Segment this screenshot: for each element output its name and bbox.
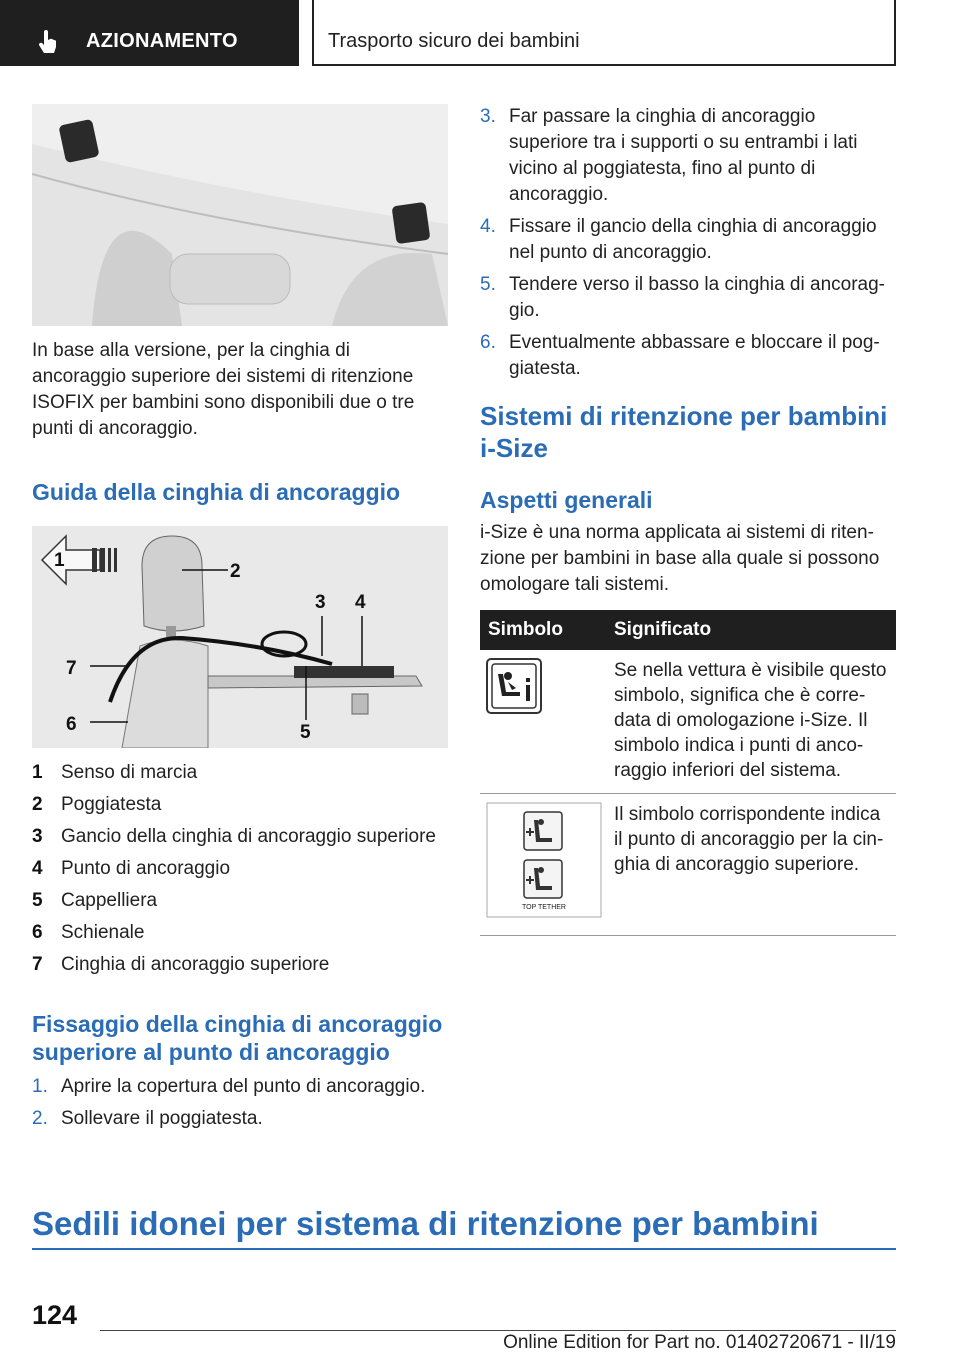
step-text: Sollevare il poggiatesta. <box>61 1108 263 1129</box>
step-number: 6. <box>480 332 496 353</box>
step-text: Eventualmente abbassare e bloccare il poggiatesta. <box>509 332 880 379</box>
fix-steps-left <box>32 1074 448 1132</box>
legend-text: Gancio della cinghia di ancoraggio superiore <box>61 826 436 847</box>
isize-heading: Sistemi di ritenzione per bambini i-Size <box>480 401 888 463</box>
legend-item <box>32 856 448 888</box>
symbol-cell <box>480 650 606 794</box>
hand-pointer-icon <box>38 30 60 54</box>
left-column <box>32 104 448 1138</box>
legend-number: 2 <box>32 794 43 815</box>
callout-5: 5 <box>300 722 311 743</box>
fix-heading: Fissaggio della cinghia di ancoraggio superiore al punto di ancoraggio <box>32 1011 443 1065</box>
table-header-row <box>480 610 896 650</box>
guide-heading: Guida della cinghia di ancoraggio <box>32 479 401 505</box>
step-text: Fissare il gancio della cinghia di ancoraggio nel punto di ancoraggio. <box>509 216 877 263</box>
legend-item <box>32 792 448 824</box>
legend-item <box>32 920 448 952</box>
intro-paragraph: In base alla versione, per la cinghia di ancoraggio superiore dei sistemi di ritenzione ISOFIX per bambini sono disponibili due o tre punti di ancoraggio. <box>32 340 415 439</box>
step-item <box>480 330 896 382</box>
legend-text: Cappelliera <box>61 890 158 911</box>
legend-text: Cinghia di ancoraggio superiore <box>61 954 330 975</box>
step-text: Aprire la copertura del punto di ancoraggio. <box>61 1076 426 1097</box>
edition-note: Online Edition for Part no. 01402720671 - II/19 <box>503 1332 896 1353</box>
legend-item <box>32 888 448 920</box>
header-section-tab <box>0 0 299 66</box>
col-symbol-header: Simbolo <box>480 610 606 650</box>
step-number: 2. <box>32 1108 48 1129</box>
table-row <box>480 794 896 936</box>
step-item <box>32 1106 448 1132</box>
general-paragraph: i-Size è una norma applicata ai sistemi di ritenzione per bambini in base alla quale si possono omologare tali sistemi. <box>480 522 880 595</box>
step-text: Tendere verso il basso la cinghia di ancoraggio. <box>509 274 885 321</box>
step-item <box>480 214 896 266</box>
legend-text: Schienale <box>61 922 145 943</box>
legend-text: Senso di marcia <box>61 762 198 783</box>
callout-3: 3 <box>315 592 326 613</box>
anchor-points-photo <box>32 104 448 326</box>
footer-divider <box>100 1330 896 1331</box>
step-number: 1. <box>32 1076 48 1097</box>
legend-number: 4 <box>32 858 43 879</box>
legend-text: Poggiatesta <box>61 794 162 815</box>
diagram-legend <box>32 760 448 984</box>
main-heading: Sedili idonei per sistema di ritenzione per bambini <box>32 1204 896 1250</box>
col-meaning-header: Significato <box>606 610 896 650</box>
legend-item <box>32 760 448 792</box>
table-row <box>480 650 896 794</box>
step-item <box>480 104 896 208</box>
legend-item <box>32 824 448 856</box>
step-item <box>32 1074 448 1100</box>
step-number: 3. <box>480 106 496 127</box>
meaning-cell: Se nella vettura è visibile questo simbolo, significa che è corredata di omologazione i-Size. Il simbolo indica i punti di ancoraggio inferiori del sistema. <box>606 650 896 794</box>
symbol-cell <box>480 794 606 936</box>
legend-text: Punto di ancoraggio <box>61 858 231 879</box>
fix-steps-right <box>480 104 896 382</box>
top-tether-caption: TOP TETHER <box>522 904 566 911</box>
isize-seat-icon <box>486 658 542 714</box>
symbol-table <box>480 610 896 936</box>
callout-6: 6 <box>66 714 77 735</box>
callout-2: 2 <box>230 561 241 582</box>
callout-1: 1 <box>54 550 65 571</box>
header-topic-box <box>312 0 896 66</box>
legend-number: 3 <box>32 826 43 847</box>
section-title: AZIONAMENTO <box>86 30 238 52</box>
general-heading: Aspetti generali <box>480 487 653 513</box>
step-number: 5. <box>480 274 496 295</box>
tether-guide-diagram <box>32 526 448 748</box>
step-number: 4. <box>480 216 496 237</box>
legend-number: 7 <box>32 954 43 975</box>
topic-title: Trasporto sicuro dei bambini <box>328 30 580 52</box>
legend-number: 1 <box>32 762 43 783</box>
meaning-cell: Il simbolo corrispondente indica il punto di ancoraggio per la cinghia di ancoraggio superiore. <box>606 794 896 936</box>
top-tether-icon <box>486 802 602 918</box>
page-number: 124 <box>32 1300 78 1330</box>
callout-7: 7 <box>66 658 77 679</box>
step-item <box>480 272 896 324</box>
legend-number: 6 <box>32 922 43 943</box>
legend-number: 5 <box>32 890 43 911</box>
legend-item <box>32 952 448 984</box>
callout-4: 4 <box>355 592 366 613</box>
step-text: Far passare la cinghia di ancoraggio superiore tra i supporti o su entrambi i lati vicino al poggiatesta, fino al punto di ancoraggio. <box>509 106 858 205</box>
right-column <box>480 104 896 936</box>
